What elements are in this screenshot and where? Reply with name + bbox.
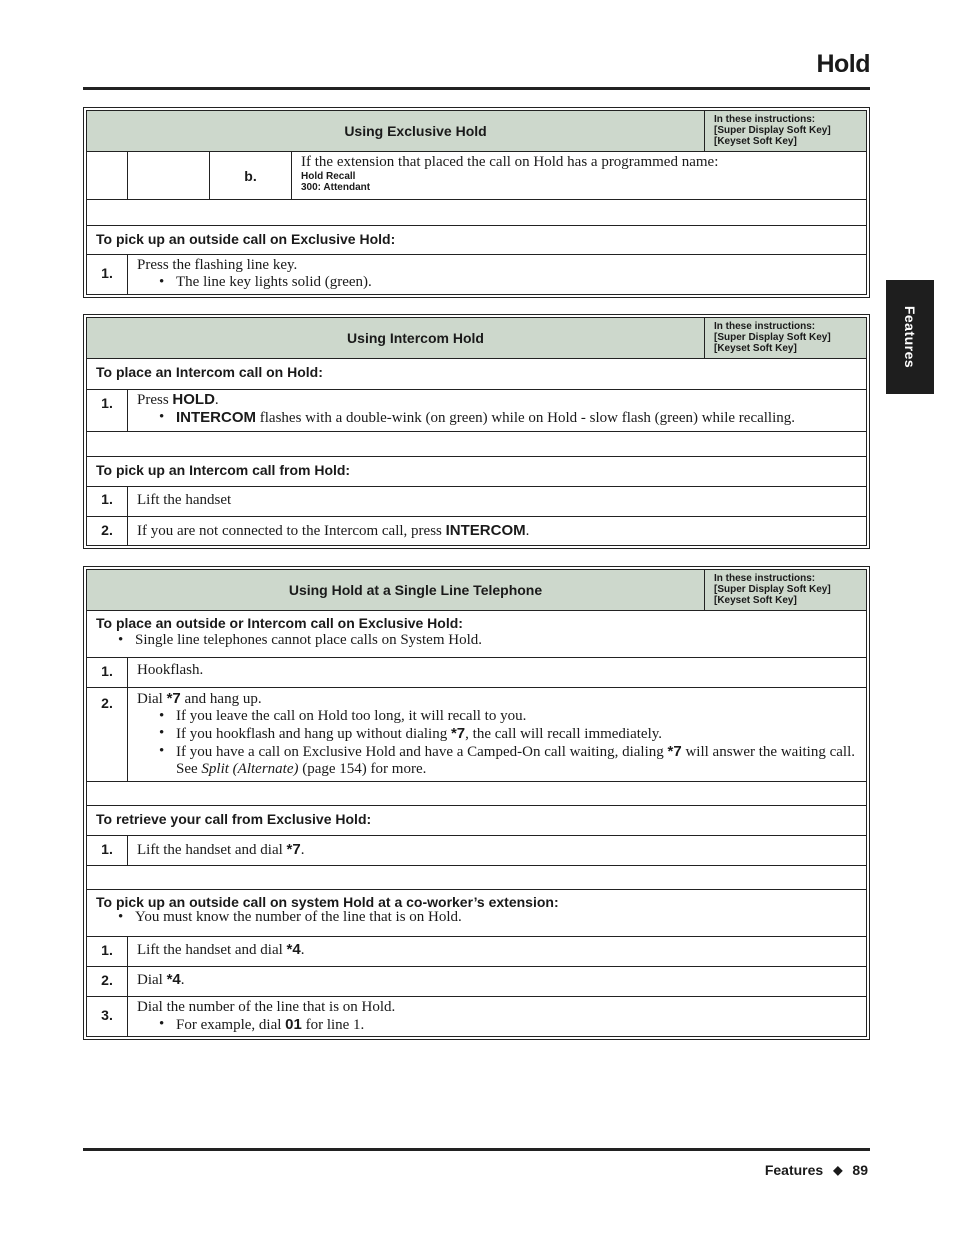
split-alternate-reference: Split (Alternate) [201, 761, 299, 777]
section-row [87, 456, 866, 486]
table-row [87, 486, 866, 516]
bullet-item: • The line key lights solid (green). [176, 274, 857, 291]
intercom-hold-table [83, 314, 870, 549]
blank-row [87, 199, 866, 225]
section-heading: To pick up an Intercom call from Hold: [96, 462, 351, 478]
exclusive-hold-table [83, 107, 870, 298]
blank-row [87, 781, 866, 805]
step-text: Lift the handset and dial *4. [137, 941, 305, 958]
table-row [87, 966, 866, 996]
step-number: 1. [87, 937, 128, 966]
diamond-icon: ◆ [833, 1163, 843, 1177]
table-row [87, 254, 866, 294]
bullet-item: • INTERCOM flashes with a double-wink (on green) while on Hold - slow flash (green) while recalling. [176, 409, 857, 427]
single-line-hold-table [83, 566, 870, 1040]
step-number: 1. [87, 487, 128, 516]
step-label: b. [210, 152, 292, 199]
table-header [87, 570, 866, 610]
table-row [87, 657, 866, 687]
step-number: 3. [87, 997, 128, 1036]
step-text: Dial *4. [137, 971, 185, 988]
blank-row [87, 431, 866, 456]
bottom-rule [83, 1148, 870, 1151]
step-text: If you are not connected to the Intercom call, press INTERCOM. [137, 522, 530, 539]
display-line-1: Hold Recall [301, 171, 356, 182]
top-rule [83, 87, 870, 90]
section-heading: To place an outside or Intercom call on Exclusive Hold: • Single line telephones cannot place calls on System Hold. [87, 611, 866, 657]
step-text: Lift the handset and dial *7. [137, 841, 305, 858]
bullet-item: • If you hookflash and hang up without dialing *7, the call will recall immediately. [176, 725, 857, 743]
table-title: Using Exclusive Hold [344, 123, 487, 139]
bullet-item: • You must know the number of the line that is on Hold. [135, 910, 857, 925]
table-row [87, 835, 866, 865]
section-heading: To pick up an outside call on system Hold at a co-worker’s extension: • You must know the number of the line that is on Hold. [87, 890, 866, 936]
intercom-key: INTERCOM [445, 522, 526, 539]
table-title: Using Intercom Hold [347, 330, 484, 346]
table-row [87, 151, 866, 199]
bullet-item: • For example, dial 01 for line 1. [176, 1016, 857, 1034]
page-number: 89 [852, 1162, 868, 1178]
table-row [87, 687, 866, 781]
instructions-note: In these instructions: [Super Display Soft Key] [Keyset Soft Key] [704, 570, 866, 610]
step-text: Dial the number of the line that is on Hold. • For example, dial 01 for line 1. [128, 997, 866, 1036]
section-heading: To retrieve your call from Exclusive Hold: [96, 811, 372, 827]
bullet-item: • If you have a call on Exclusive Hold and have a Camped-On call waiting, dialing *7 will answer the waiting call. See Split (Alternate) (page 154) for more. [176, 743, 857, 778]
step-text: Press the flashing line key. • The line key lights solid (green). [128, 255, 866, 294]
bullet-item: • If you leave the call on Hold too long, it will recall to you. [176, 708, 857, 725]
table-header [87, 111, 866, 151]
section-row [87, 889, 866, 936]
step-number: 2. [87, 688, 128, 781]
page-title: Hold [816, 50, 870, 78]
section-row [87, 358, 866, 389]
hold-key: HOLD [172, 391, 215, 408]
step-number: 1. [87, 658, 128, 687]
footer-section: Features [764, 1162, 824, 1178]
section-row [87, 225, 866, 254]
section-row [87, 610, 866, 657]
step-number: 2. [87, 517, 128, 545]
blank-row [87, 865, 866, 889]
table-row [87, 516, 866, 545]
step-text: Lift the handset [137, 492, 232, 508]
instructions-note: In these instructions: [Super Display Soft Key] [Keyset Soft Key] [704, 318, 866, 358]
page-footer [765, 1162, 868, 1178]
table-row [87, 996, 866, 1036]
step-number: 1. [87, 836, 128, 865]
section-row [87, 805, 866, 835]
instructions-note: In these instructions: [Super Display Soft Key] [Keyset Soft Key] [704, 111, 866, 151]
section-heading: To pick up an outside call on Exclusive Hold: [96, 231, 396, 247]
step-text: Hookflash. [137, 662, 204, 678]
display-line-2: 300: Attendant [301, 182, 371, 193]
bullet-item: • Single line telephones cannot place calls on System Hold. [135, 632, 857, 649]
table-header [87, 318, 866, 358]
step-text: If the extension that placed the call on Hold has a programmed name: Hold Recall 300: Attendant [292, 152, 866, 199]
step-number: 1. [87, 390, 128, 431]
table-row [87, 389, 866, 431]
table-row [87, 936, 866, 966]
table-title: Using Hold at a Single Line Telephone [288, 582, 543, 598]
step-number: 1. [87, 255, 128, 294]
step-number: 2. [87, 967, 128, 996]
side-tab-features [886, 280, 934, 394]
step-text: Press HOLD. • INTERCOM flashes with a double-wink (on green) while on Hold - slow flash (green) while recalling. [128, 390, 866, 431]
side-tab-label: Features [902, 305, 918, 369]
step-text: Dial *7 and hang up. • If you leave the call on Hold too long, it will recall to you. • If you hookflash and hang up without dialing *7, the call will recall immediately. • If you have a call on Exclusive Hold and have a Camped-On call waiting, dialing *7 will answer the waiting call. See Split (Alternate) (page 154) for more. [128, 688, 866, 781]
section-heading: To place an Intercom call on Hold: [96, 364, 323, 380]
